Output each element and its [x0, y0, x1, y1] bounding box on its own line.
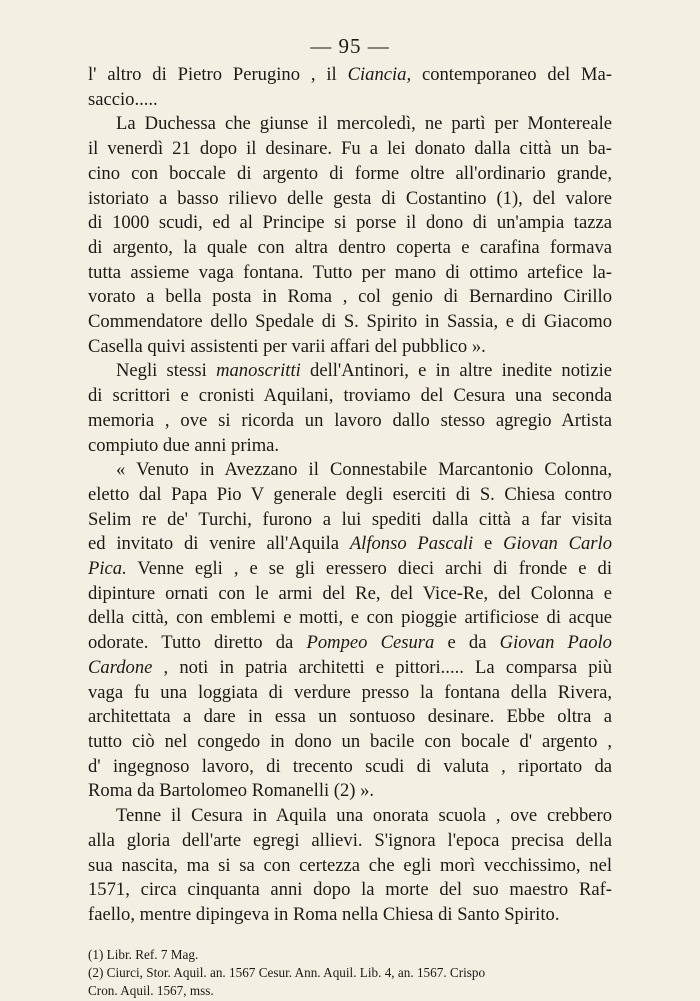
- text-run: cino con boccale di argento di forme oltre all'ordinario grande,: [88, 162, 612, 184]
- text-line: [88, 730, 612, 755]
- text-line: [88, 508, 612, 533]
- text-line: [88, 779, 612, 804]
- text-run: sua nascita, ma si sa con certezza che egli morì vecchissimo, nel: [88, 854, 612, 876]
- text-line: [88, 829, 612, 854]
- text-run: di 1000 scudi, ed al Principe si porse il dono di un'ampia tazza: [88, 212, 612, 234]
- text-line: [88, 434, 612, 459]
- text-line: [88, 285, 612, 310]
- text-line: [88, 458, 612, 483]
- text-line: [88, 854, 612, 879]
- text-run: eletto dal Papa Pio V generale degli eserciti di S. Chiesa contro: [88, 483, 612, 505]
- text-run: di argento, la quale con altra dentro coperta e carafina formava: [88, 236, 612, 258]
- text-line: [88, 187, 612, 212]
- text-run: compiuto due anni prima.: [88, 434, 280, 456]
- text-run: Negli stessi: [116, 360, 217, 382]
- italic-text-run: Pica.: [88, 558, 127, 580]
- text-run: saccio.....: [88, 88, 158, 110]
- text-line: [88, 63, 612, 88]
- spacer: [88, 928, 612, 938]
- footnote-line: (2) Ciurci, Stor. Aquil. an. 1567 Cesur. Ann. Aquil. Lib. 4, an. 1567. Crispo: [88, 964, 486, 980]
- text-line: [88, 483, 612, 508]
- text-run: istoriato a basso rilievo delle gesta di Costantino (1), del valore: [88, 187, 612, 209]
- text-line: [88, 112, 612, 137]
- text-run: Selim re de' Turchi, furono a lui spediti dalla città a far visita: [88, 508, 612, 530]
- text-run: tutta assieme vaga fontana. Tutto per mano di ottimo artefice la-: [88, 261, 612, 283]
- text-run: Venne egli , e se gli eressero dieci archi di fronde e di: [126, 558, 612, 580]
- text-line: [88, 606, 612, 631]
- text-line: [88, 681, 612, 706]
- text-run: Casella quivi assistenti per varii affari del pubblico ».: [88, 335, 486, 357]
- text-line: [88, 137, 612, 162]
- text-run: alla gloria dell'arte egregi allievi. S'ignora l'epoca precisa della: [88, 829, 612, 851]
- text-line: [88, 384, 612, 409]
- page-number: — 95 —: [310, 34, 390, 58]
- text-line: [88, 656, 612, 681]
- text-run: dell'Antinori, e in altre inedite notizie: [300, 360, 613, 382]
- text-line: [88, 310, 612, 335]
- text-run: architettata a dare in essa un sontuoso desinare. Ebbe oltra a: [88, 706, 612, 728]
- text-line: [88, 409, 612, 434]
- text-run: il venerdì 21 dopo il desinare. Fu a lei donato dalla città un ba-: [88, 138, 612, 160]
- text-line: [88, 359, 612, 384]
- text-line: [88, 88, 612, 113]
- text-line: [88, 755, 612, 780]
- italic-text-run: Pompeo Cesura: [306, 632, 435, 654]
- text-run: , noti in patria architetti e pittori..... La comparsa più: [152, 656, 612, 678]
- footnote-line: Cron. Aquil. 1567, mss.: [88, 982, 214, 998]
- text-run: Commendatore dello Spedale di S. Spirito in Sassia, e di Giacomo: [88, 311, 612, 333]
- text-run: Tenne il Cesura in Aquila una onorata scuola , ove crebbero: [116, 805, 612, 827]
- text-line: [88, 162, 612, 187]
- italic-text-run: manoscritti: [216, 360, 301, 382]
- italic-text-run: Cardone: [88, 656, 153, 678]
- text-run: e: [473, 533, 504, 555]
- text-line: [88, 211, 612, 236]
- text-run: contemporaneo del Ma-: [411, 64, 612, 85]
- text-run: d' ingegnoso lavoro, di trecento scudi di valuta , riportato da: [88, 755, 612, 777]
- footnote-line: (1) Libr. Ref. 7 Mag.: [88, 946, 199, 962]
- text-run: di scrittori e cronisti Aquilani, troviamo del Cesura una seconda: [88, 385, 612, 407]
- paragraph: [88, 359, 612, 458]
- text-run: La Duchessa che giunse il mercoledì, ne partì per Montereale: [116, 113, 612, 135]
- text-run: faello, mentre dipingeva in Roma nella Chiesa di Santo Spirito.: [88, 903, 560, 925]
- text-run: vaga fu una loggiata di verdure presso la fontana della Rivera,: [88, 681, 612, 703]
- text-run: e da: [434, 632, 500, 654]
- text-run: dipinture ornati con le armi del Re, del Vice-Re, del Colonna e: [88, 582, 612, 604]
- text-run: 1571, circa cinquanta anni dopo la morte del suo maestro Raf-: [88, 879, 612, 901]
- text-run: della città, con emblemi e motti, e con pioggie artificiose di acque: [88, 607, 612, 629]
- text-run: odorate. Tutto diretto da: [88, 632, 307, 654]
- italic-text-run: Ciancia,: [347, 64, 412, 85]
- text-line: [88, 582, 612, 607]
- paragraph: [88, 458, 612, 804]
- text-run: l' altro di Pietro Perugino , il: [88, 64, 348, 85]
- paragraph: [88, 63, 612, 112]
- text-run: vorato a bella posta in Roma , col genio di Bernardino Cirillo: [88, 286, 612, 308]
- text-line: [88, 532, 612, 557]
- text-line: [88, 335, 612, 360]
- text-line: [88, 261, 612, 286]
- text-run: Roma da Bartolomeo Romanelli (2) ».: [88, 780, 375, 802]
- paragraph: [88, 112, 612, 359]
- paragraph: [88, 804, 612, 928]
- text-line: [88, 804, 612, 829]
- text-line: [88, 236, 612, 261]
- text-run: « Venuto in Avezzano il Connestabile Marcantonio Colonna,: [116, 459, 612, 481]
- text-run: ed invitato di venire all'Aquila: [88, 533, 350, 555]
- text-line: [88, 903, 612, 928]
- text-line: [88, 557, 612, 582]
- italic-text-run: Alfonso Pascali: [349, 533, 474, 555]
- footnotes: [88, 946, 612, 1000]
- italic-text-run: Giovan Carlo: [503, 533, 612, 555]
- text-run: tutto ciò nel congedo in dono un bacile con bocale d' argento ,: [88, 730, 612, 752]
- text-run: memoria , ove si ricorda un lavoro dallo stesso agregio Artista: [88, 409, 612, 431]
- text-line: [88, 705, 612, 730]
- italic-text-run: Giovan Paolo: [499, 632, 612, 654]
- text-line: [88, 631, 612, 656]
- body-text: [88, 63, 612, 928]
- text-line: [88, 878, 612, 903]
